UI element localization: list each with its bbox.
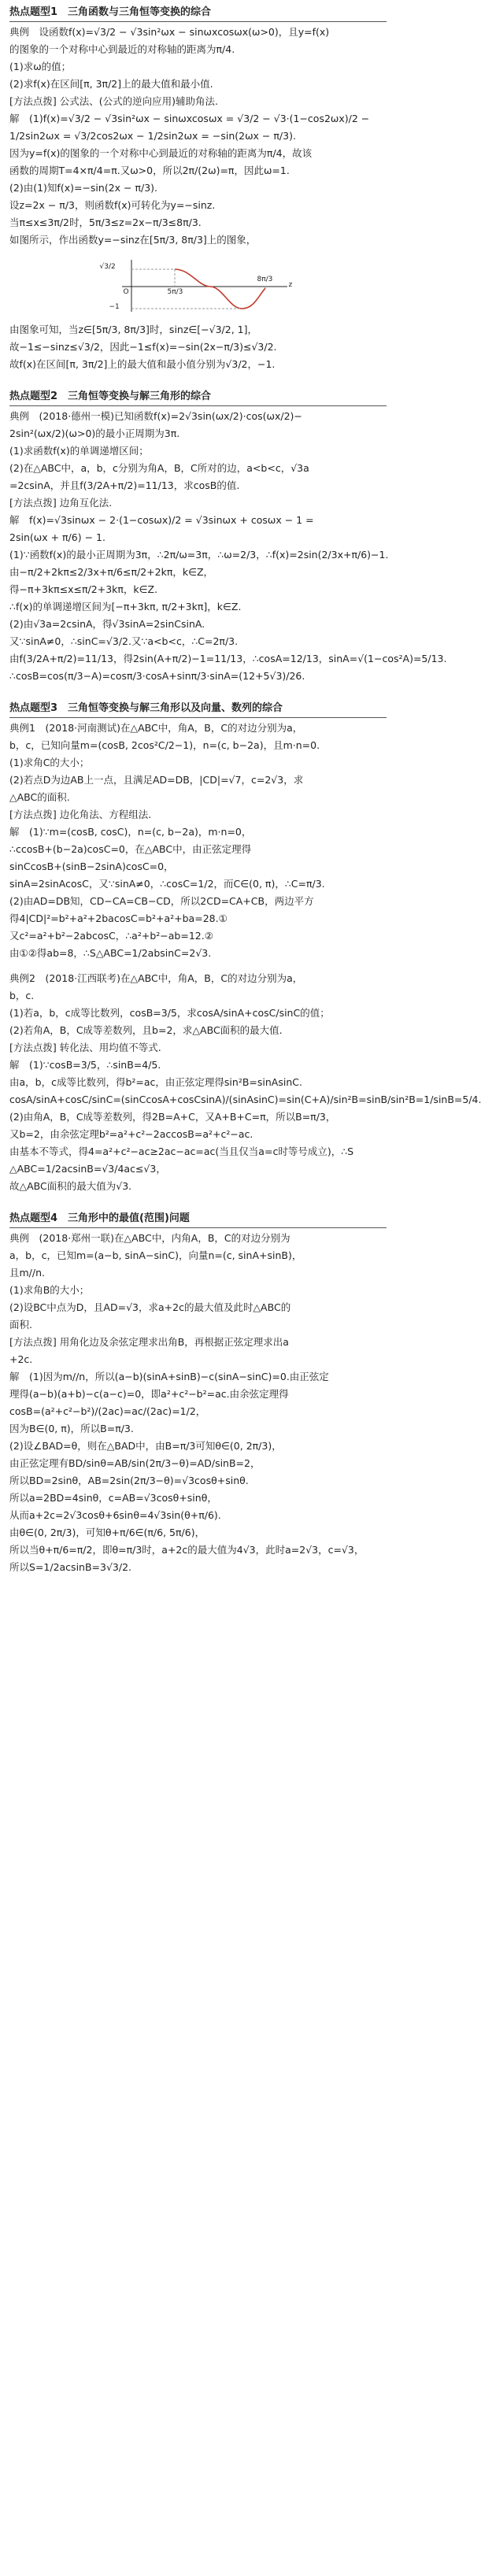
section-2-line-15: 由f(3/2A+π/2)=11/13，得2sin(A+π/2)−1=11/13，∴cosA=12/13，sinA=√(1−cos²A)=5/13. (9, 653, 447, 664)
section-4-line-10: 理得(a−b)(a+b)−c(a−c)=0，即a²+c²−b²=ac.由余弦定理得 (9, 1388, 289, 1400)
section-2-line-14: 又∵sinA≠0，∴sinC=√3/2.又∵a<b<c，∴C=2π/3. (9, 635, 239, 647)
section-3-line-3: (1)求角C的大小； (9, 757, 90, 768)
section-3-example2-1: 典例2 (2018·江西联考)在△ABC中，角A，B，C的对边分别为a， (9, 972, 303, 984)
section-3-title: 热点题型3 三角恒等变换与解三角形以及向量、数列的综合 (9, 701, 387, 718)
section-1-after-1: 由图象可知，当z∈[5π/3, 8π/3]时，sinz∈[−√3/2, 1]， (9, 324, 258, 335)
section-1-line-1: 典例 设函数f(x)=√3/2 − √3sin²ωx − sinωxcosωx(ω>0)，且y=f(x) (9, 26, 330, 38)
section-3-line-9: sinCcosB+(sinB−2sinA)cosC=0， (9, 861, 174, 872)
section-2-line-3: (1)求函数f(x)的单调递增区间； (9, 445, 149, 457)
section-3-line-10: sinA=2sinAcosC，又∵sinA≠0，∴cosC=1/2，而C∈(0, π)，∴C=π/3. (9, 878, 325, 890)
section-2-line-9: (1)∵函数f(x)的最小正周期为3π，∴2π/ω=3π，∴ω=2/3，∴f(x)=2sin(2/3x+π/6)−1. (9, 549, 389, 561)
section-2 (9, 389, 447, 685)
section-3-line-13: 又c²=a²+b²−2abcosC，∴a²+b²−ab=12.② (9, 930, 213, 942)
section-3-example2-2: b，c. (9, 990, 35, 1001)
section-3-example2-4: (2)若角A，B，C成等差数列，且b=2，求△ABC面积的最大值. (9, 1024, 283, 1036)
section-4-line-12: 因为B∈(0, π)，所以B=π/3. (9, 1423, 134, 1434)
tick-origin: O (123, 288, 129, 296)
section-1-after-2: 故−1≤−sinz≤√3/2，因此−1≤f(x)=−sin(2x−π/3)≤√3/2. (9, 341, 277, 353)
section-1-line-2: 的图象的一个对称中心到最近的对称轴的距离为π/4. (9, 43, 235, 55)
section-1-line-12: 当π≤x≤3π/2时，5π/3≤z=2x−π/3≤8π/3. (9, 217, 202, 228)
section-1-line-11: 设z=2x − π/3，则函数f(x)可转化为y=−sinz. (9, 199, 216, 211)
section-3-line-14: 由①②得ab=8，∴S△ABC=1/2absinC=2√3. (9, 947, 212, 959)
section-1-method: [方法点拨] 公式法、(公式的逆向应用)辅助角法. (9, 95, 218, 107)
section-3-line-7: 解 (1)∵m=(cosB, cosC)，n=(c, b−2a)，m·n=0， (9, 826, 252, 838)
section-3-example2-3: (1)若a，b，c成等比数列，cosB=3/5，求cosA/sinA+cosC/sinC的值； (9, 1007, 330, 1019)
section-4-line-13: (2)设∠BAD=θ，则在△BAD中，由B=π/3可知θ∈(0, 2π/3)， (9, 1440, 282, 1452)
section-3-line-2: b，c，已知向量m=(cosB, 2cos²C/2−1)，n=(c, b−2a)，且m·n=0. (9, 739, 320, 751)
section-2-line-7: 解 f(x)=√3sinωx − 2·(1−cosωx)/2 = √3sinωx + cosωx − 1 = (9, 514, 314, 526)
section-3-line-12: 得4|CD|²=b²+a²+2bacosC=b²+a²+ba=28.① (9, 912, 228, 924)
section-4-line-1: 典例 (2018·郑州一联)在△ABC中，内角A，B，C的对边分别为 (9, 1232, 290, 1244)
section-1-line-6: 解 (1)f(x)=√3/2 − √3sin²ωx − sinωxcosωx = √3/2 − √3·(1−cos2ωx)/2 − (9, 113, 370, 124)
section-1 (9, 5, 387, 373)
section-3-line-5: △ABC的面积. (9, 791, 70, 803)
section-3-line-11: (2)由AD=DB知，CD−CA=CB−CD，所以2CD=CA+CB，两边平方 (9, 895, 314, 907)
section-3-line-8: ∴ccosB+(b−2a)cosC=0，在△ABC中，由正弦定理得 (9, 843, 252, 855)
section-2-line-2: 2sin²(ωx/2)(ω>0)的最小正周期为3π. (9, 427, 180, 439)
section-3-method-2: [方法点拨] 转化法、用均值不等式. (9, 1042, 161, 1053)
section-3-example2-13: 故△ABC面积的最大值为√3. (9, 1180, 132, 1192)
section-4-line-2: a，b，c，已知m=(a−b, sinA−sinC)，向量n=(c, sinA+sinB)， (9, 1249, 302, 1261)
section-3-example2-8: cosA/sinA+cosC/sinC=(sinCcosA+cosCsinA)/(sinAsinC)=sin(C+A)/sin²B=sinB/sin²B=1/sinB=5/4. (9, 1094, 481, 1105)
tick-axis-z: z (288, 281, 293, 289)
section-4-line-8: +2c. (9, 1353, 33, 1365)
section-4-line-15: 所以BD=2sinθ，AB=2sin(2π/3−θ)=√3cosθ+sinθ. (9, 1475, 249, 1486)
section-4-line-20: 所以S=1/2acsinB=3√3/2. (9, 1561, 132, 1573)
section-4-line-6: 面积. (9, 1319, 32, 1331)
section-1-line-9: 函数的周期T=4×π/4=π.又ω>0，所以2π/(2ω)=π，因此ω=1. (9, 165, 290, 176)
section-1-title: 热点题型1 三角函数与三角恒等变换的综合 (9, 5, 387, 22)
section-3-example2-10: 又b=2，由余弦定理b²=a²+c²−2accosB=a²+c²−ac. (9, 1128, 253, 1140)
section-3-example2-7: 由a，b，c成等比数列，得b²=ac，由正弦定理得sin²B=sinAsinC. (9, 1076, 302, 1088)
section-3-line-1: 典例1 (2018·河南测试)在△ABC中，角A，B，C的对边分别为a， (9, 722, 303, 734)
section-2-method: [方法点拨] 边角互化法. (9, 497, 113, 509)
section-1-after-3: 故f(x)在区间[π, 3π/2]上的最大值和最小值分别为√3/2，−1. (9, 358, 276, 370)
section-2-line-11: 得−π+3kπ≤x≤π/2+3kπ，k∈Z. (9, 583, 158, 595)
section-4-line-18: 由θ∈(0, 2π/3)，可知θ+π/6∈(π/6, 5π/6)， (9, 1527, 205, 1538)
section-3-example2-9: (2)由角A，B，C成等差数列，得2B=A+C，又A+B+C=π，所以B=π/3， (9, 1111, 336, 1123)
section-4-line-14: 由正弦定理有BD/sinθ=AB/sin(2π/3−θ)=AD/sinB=2， (9, 1457, 261, 1469)
section-4-line-17: 从而a+2c=2√3cosθ+6sinθ=4√3sin(θ+π/6). (9, 1509, 221, 1521)
section-3-example2-6: 解 (1)∵cosB=3/5，∴sinB=4/5. (9, 1059, 161, 1071)
section-2-line-5: =2csinA，并且f(3/2A+π/2)=11/13，求cosB的值. (9, 479, 240, 491)
section-1-line-10: (2)由(1)知f(x)=−sin(2x − π/3). (9, 182, 158, 194)
tick-x-end: 8π/3 (257, 276, 273, 283)
section-3-example2-11: 由基本不等式，得4=a²+c²−ac≥2ac−ac=ac(当且仅当a=c时等号成立)，∴S (9, 1146, 354, 1157)
section-2-line-16: ∴cosB=cos(π/3−A)=cosπ/3·cosA+sinπ/3·sinA=(12+5√3)/26. (9, 670, 305, 682)
section-4-line-11: cosB=(a²+c²−b²)/(2ac)=ac/(2ac)=1/2， (9, 1405, 206, 1417)
section-4-line-16: 所以a=2BD=4sinθ，c=AB=√3cosθ+sinθ， (9, 1492, 217, 1504)
tick-y-top: √3/2 (99, 263, 116, 271)
section-3-line-4: (2)若点D为边AB上一点，且满足AD=DB，|CD|=√7，c=2√3，求 (9, 774, 304, 786)
section-4-line-3: 且m//n. (9, 1267, 45, 1279)
section-4-title: 热点题型4 三角形中的最值(范围)问题 (9, 1211, 387, 1228)
section-1-line-8: 因为y=f(x)的图象的一个对称中心到最近的对称轴的距离为π/4，故该 (9, 147, 313, 159)
section-2-line-10: 由−π/2+2kπ≤2/3x+π/6≤π/2+2kπ，k∈Z， (9, 566, 214, 578)
section-1-line-4: (2)求f(x)在区间[π, 3π/2]上的最大值和最小值. (9, 78, 213, 90)
section-2-line-4: (2)在△ABC中，a，b，c分别为角A，B，C所对的边，a<b<c，√3a (9, 462, 309, 474)
section-4-line-5: (2)设BC中点为D，且AD=√3，求a+2c的最大值及此时△ABC的 (9, 1301, 291, 1313)
section-3-example2-12: △ABC=1/2acsinB=√3/4ac≤√3， (9, 1163, 166, 1175)
section-4 (9, 1211, 387, 1576)
section-2-line-1: 典例 (2018·德州一模)已知函数f(x)=2√3sin(ωx/2)·cos(ωx/2)− (9, 410, 302, 422)
section-4-method: [方法点拨] 用角化边及余弦定理求出角B，再根据正弦定理求出a (9, 1336, 289, 1348)
section-3-method-1: [方法点拨] 边化角法、方程组法. (9, 809, 152, 820)
tick-y-bottom: −1 (109, 303, 120, 311)
section-1-line-13: 如图所示，作出函数y=−sinz在[5π/3, 8π/3]上的图象， (9, 234, 257, 246)
sine-graph (100, 254, 297, 316)
section-2-line-12: ∴f(x)的单调递增区间为[−π+3kπ, π/2+3kπ]，k∈Z. (9, 601, 242, 613)
section-1-line-3: (1)求ω的值； (9, 61, 72, 72)
section-2-line-8: 2sin(ωx + π/6) − 1. (9, 531, 105, 543)
section-4-line-4: (1)求角B的大小； (9, 1284, 90, 1296)
section-2-line-13: (2)由√3a=2csinA，得√3sinA=2sinCsinA. (9, 618, 205, 630)
section-4-line-19: 所以当θ+π/6=π/2，即θ=π/3时，a+2c的最大值为4√3，此时a=2√3，c=√3， (9, 1544, 364, 1556)
tick-x-start: 5π/3 (167, 288, 183, 296)
section-3 (9, 701, 481, 1195)
section-2-title: 热点题型2 三角恒等变换与解三角形的综合 (9, 389, 387, 406)
section-1-line-7: 1/2sin2ωx = √3/2cos2ωx − 1/2sin2ωx = −sin(2ωx − π/3). (9, 130, 296, 142)
section-4-line-9: 解 (1)因为m//n，所以(a−b)(sinA+sinB)−c(sinA−sinC)=0.由正弦定 (9, 1371, 329, 1382)
